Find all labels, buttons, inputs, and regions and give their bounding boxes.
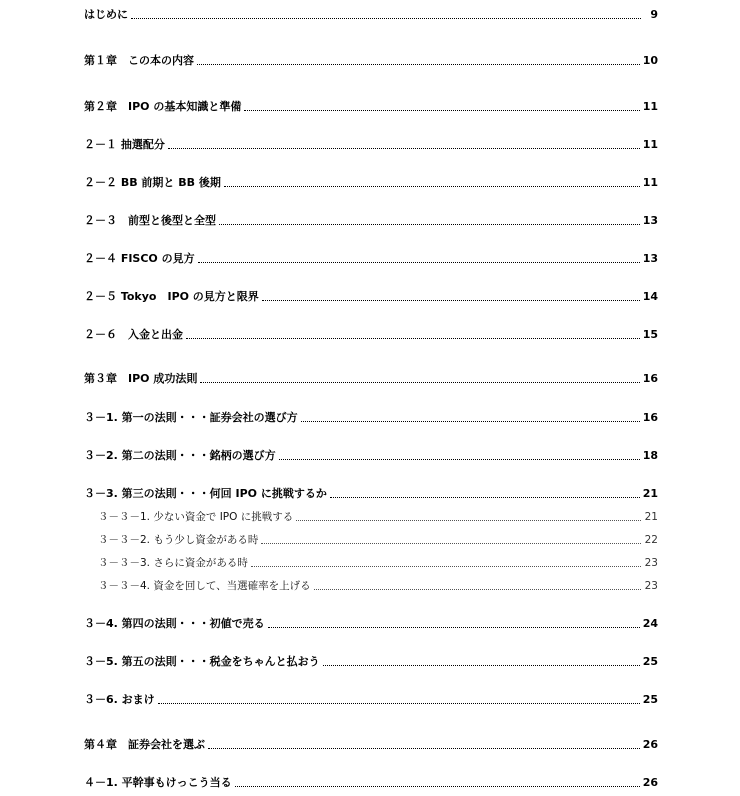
toc-entry-introduction[interactable] bbox=[84, 6, 658, 22]
toc-entry-label: ３－３－2. もう少し資金がある時 bbox=[98, 534, 259, 546]
toc-entry-chapter-2[interactable] bbox=[84, 98, 658, 114]
toc-entry-label: ３－３－3. さらに資金がある時 bbox=[98, 557, 248, 569]
dot-leader bbox=[197, 64, 640, 65]
toc-entry-3-5[interactable] bbox=[84, 653, 658, 669]
toc-entry-page: 13 bbox=[642, 214, 658, 227]
dot-leader bbox=[186, 338, 640, 339]
toc-entry-page: 23 bbox=[644, 580, 658, 592]
dot-leader bbox=[235, 786, 640, 787]
toc-entry-2-2[interactable] bbox=[84, 174, 658, 190]
toc-entry-label: ２－４ FISCO の見方 bbox=[84, 252, 195, 265]
dot-leader bbox=[131, 18, 641, 19]
dot-leader bbox=[279, 459, 640, 460]
dot-leader bbox=[268, 627, 640, 628]
dot-leader bbox=[314, 589, 641, 590]
toc-entry-chapter-1[interactable] bbox=[84, 52, 658, 68]
dot-leader bbox=[323, 665, 640, 666]
dot-leader bbox=[168, 148, 640, 149]
toc-entry-label: 第４章 証券会社を選ぶ bbox=[84, 738, 205, 751]
toc-entry-chapter-3[interactable] bbox=[84, 370, 658, 386]
toc-entry-3-6[interactable] bbox=[84, 691, 658, 707]
toc-entry-page: 25 bbox=[642, 655, 658, 668]
dot-leader bbox=[251, 566, 641, 567]
dot-leader bbox=[198, 262, 640, 263]
toc-entry-page: 16 bbox=[642, 411, 658, 424]
toc-entry-3-3-3[interactable] bbox=[98, 554, 658, 570]
dot-leader bbox=[208, 748, 640, 749]
toc-entry-label: ３－1. 第一の法則・・・証券会社の選び方 bbox=[84, 411, 298, 424]
toc-entry-label: ３－2. 第二の法則・・・銘柄の選び方 bbox=[84, 449, 276, 462]
toc-entry-2-3[interactable] bbox=[84, 212, 658, 228]
toc-entry-label: ２－３ 前型と後型と全型 bbox=[84, 214, 216, 227]
toc-entry-page: 13 bbox=[642, 252, 658, 265]
dot-leader bbox=[158, 703, 640, 704]
toc-entry-page: 16 bbox=[642, 372, 658, 385]
dot-leader bbox=[219, 224, 640, 225]
toc-entry-label: ２－１ 抽選配分 bbox=[84, 138, 165, 151]
toc-entry-page: 11 bbox=[642, 138, 658, 151]
toc-entry-page: 11 bbox=[642, 176, 658, 189]
toc-entry-label: ３－３－4. 資金を回して、当選確率を上げる bbox=[98, 580, 311, 592]
toc-entry-label: ２－２ BB 前期と BB 後期 bbox=[84, 176, 221, 189]
toc-entry-label: ２－６ 入金と出金 bbox=[84, 328, 183, 341]
dot-leader bbox=[301, 421, 640, 422]
dot-leader bbox=[330, 497, 640, 498]
toc-entry-page: 26 bbox=[642, 738, 658, 751]
toc-entry-3-3-1[interactable] bbox=[98, 508, 658, 524]
dot-leader bbox=[244, 110, 639, 111]
toc-entry-label: 第３章 IPO 成功法則 bbox=[84, 372, 198, 385]
toc-entry-page: 14 bbox=[642, 290, 658, 303]
toc-entry-label: ３－３－1. 少ない資金で IPO に挑戦する bbox=[98, 511, 294, 523]
toc-entry-label: ３－4. 第四の法則・・・初値で売る bbox=[84, 617, 265, 630]
toc-entry-page: 21 bbox=[644, 511, 658, 523]
dot-leader bbox=[224, 186, 640, 187]
toc-entry-3-2[interactable] bbox=[84, 447, 658, 463]
toc-entry-3-3[interactable] bbox=[84, 485, 658, 501]
toc-entry-page: 11 bbox=[642, 100, 658, 113]
toc-entry-3-3-4[interactable] bbox=[98, 577, 658, 593]
toc-entry-2-4[interactable] bbox=[84, 250, 658, 266]
dot-leader bbox=[200, 382, 639, 383]
toc-entry-label: ４－1. 平幹事もけっこう当る bbox=[84, 776, 232, 789]
toc-entry-chapter-4[interactable] bbox=[84, 736, 658, 752]
toc-entry-page: 24 bbox=[642, 617, 658, 630]
toc-entry-2-6[interactable] bbox=[84, 326, 658, 342]
toc-entry-label: ３－6. おまけ bbox=[84, 693, 155, 706]
toc-entry-label: ２－５ Tokyo IPO の見方と限界 bbox=[84, 290, 259, 303]
toc-entry-label: 第２章 IPO の基本知識と準備 bbox=[84, 100, 242, 113]
toc-entry-page: 23 bbox=[644, 557, 658, 569]
toc-entry-3-4[interactable] bbox=[84, 615, 658, 631]
toc-entry-2-1[interactable] bbox=[84, 136, 658, 152]
toc-entry-page: 10 bbox=[642, 54, 658, 67]
toc-entry-page: 26 bbox=[642, 776, 658, 789]
toc-entry-label: はじめに bbox=[84, 8, 128, 21]
toc-entry-3-3-2[interactable] bbox=[98, 531, 658, 547]
toc-entry-2-5[interactable] bbox=[84, 288, 658, 304]
toc-entry-label: ３－5. 第五の法則・・・税金をちゃんと払おう bbox=[84, 655, 320, 668]
toc-entry-page: 21 bbox=[642, 487, 658, 500]
toc-entry-label: 第１章 この本の内容 bbox=[84, 54, 194, 67]
toc-entry-page: 25 bbox=[642, 693, 658, 706]
dot-leader bbox=[262, 300, 640, 301]
dot-leader bbox=[296, 520, 641, 521]
toc-entry-label: ３－3. 第三の法則・・・何回 IPO に挑戦するか bbox=[84, 487, 327, 500]
toc-entry-4-1[interactable] bbox=[84, 774, 658, 790]
toc-entry-page: 9 bbox=[650, 8, 658, 21]
toc-entry-3-1[interactable] bbox=[84, 409, 658, 425]
toc-entry-page: 22 bbox=[644, 534, 658, 546]
dot-leader bbox=[261, 543, 641, 544]
toc-entry-page: 15 bbox=[642, 328, 658, 341]
toc-entry-page: 18 bbox=[642, 449, 658, 462]
